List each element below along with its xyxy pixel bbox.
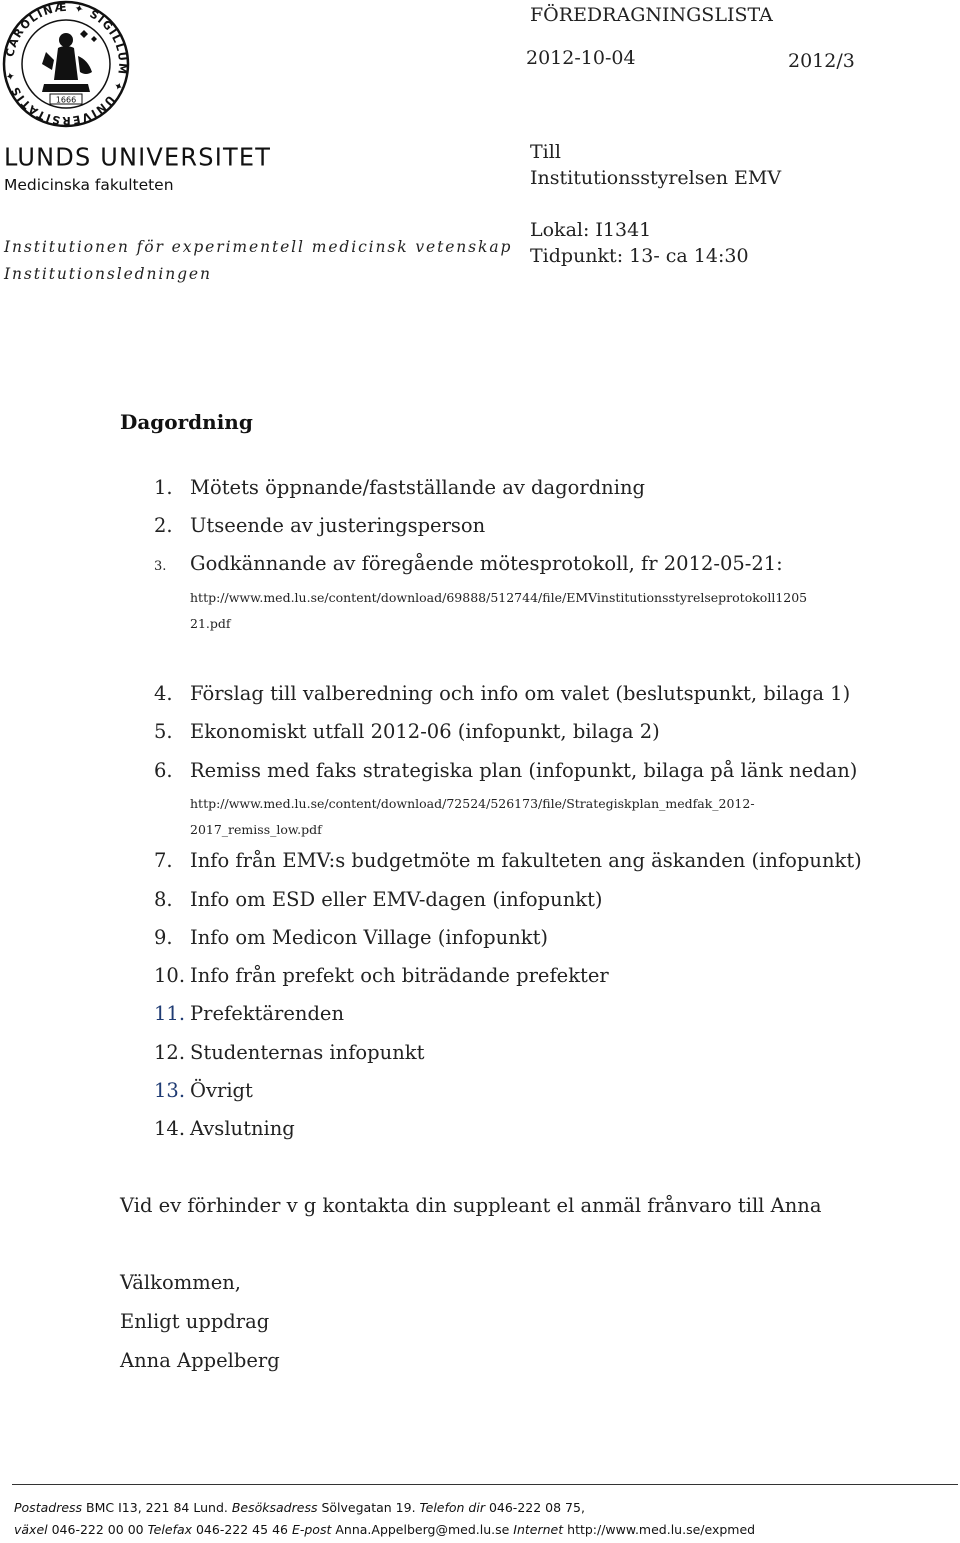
absence-notice: Vid ev förhinder v g kontakta din suppleant el anmäl frånvaro till Anna xyxy=(120,1194,822,1217)
document-number: 2012/3 xyxy=(788,50,855,72)
protocol-link[interactable]: http://www.med.lu.se/content/download/69888/512744/file/EMVinstitutionsstyrelseprotokoll1205 xyxy=(190,590,808,605)
footer-line-2: växel 046-222 00 00 Telefax 046-222 45 46 E-post Anna.Appelberg@med.lu.se Internet http://www.med.lu.se/expmed xyxy=(14,1522,756,1537)
university-name: LUNDS UNIVERSITET xyxy=(4,142,272,172)
institution-name: Institutionen för experimentell medicinsk vetenskap xyxy=(4,238,513,256)
agenda-item: 13. Övrigt xyxy=(154,1079,253,1102)
footer-email[interactable]: Anna.Appelberg@med.lu.se xyxy=(335,1522,510,1537)
document-date: 2012-10-04 xyxy=(526,47,636,69)
agenda-item: 2. Utseende av justeringsperson xyxy=(154,514,486,537)
agenda-item: 8. Info om ESD eller EMV-dagen (infopunkt) xyxy=(154,888,603,911)
institution-department: Institutionsledningen xyxy=(4,265,212,283)
agenda-item: 10. Info från prefekt och biträdande prefekter xyxy=(154,964,609,987)
recipient-name: Institutionsstyrelsen EMV xyxy=(530,167,782,189)
svg-text:CAROLINÆ ✦ SIGILLUM ✦ UNIVERSI: CAROLINÆ ✦ SIGILLUM ✦ UNIVERSITATIS ✦ xyxy=(3,0,130,128)
agenda-title: Dagordning xyxy=(120,410,253,434)
meeting-location: Lokal: I1341 xyxy=(530,219,652,241)
footer-divider xyxy=(12,1484,958,1485)
agenda-item: 1. Mötets öppnande/fastställande av dagordning xyxy=(154,476,646,499)
agenda-item: 4. Förslag till valberedning och info om valet (beslutspunkt, bilaga 1) xyxy=(154,682,851,705)
faculty-name: Medicinska fakulteten xyxy=(4,176,174,194)
strategic-plan-link-continued[interactable]: 2017_remiss_low.pdf xyxy=(190,822,322,837)
welcome-text: Välkommen, xyxy=(120,1271,241,1294)
signature-name: Anna Appelberg xyxy=(120,1349,280,1372)
document-type: FÖREDRAGNINGSLISTA xyxy=(530,4,773,26)
agenda-item: 3. Godkännande av föregående mötesprotokoll, fr 2012-05-21: xyxy=(154,552,783,575)
strategic-plan-link[interactable]: http://www.med.lu.se/content/download/72524/526173/file/Strategiskplan_medfak_2012- xyxy=(190,796,755,811)
agenda-item: 5. Ekonomiskt utfall 2012-06 (infopunkt, bilaga 2) xyxy=(154,720,660,743)
agenda-item: 14. Avslutning xyxy=(154,1117,295,1140)
agenda-item: 7. Info från EMV:s budgetmöte m fakulteten ang äskanden (infopunkt) xyxy=(154,849,862,872)
footer-website[interactable]: http://www.med.lu.se/expmed xyxy=(567,1522,756,1537)
protocol-link-continued[interactable]: 21.pdf xyxy=(190,616,231,631)
recipient-label: Till xyxy=(530,141,561,163)
commission-text: Enligt uppdrag xyxy=(120,1310,270,1333)
seal-year: 1666 xyxy=(55,95,77,105)
footer-line-1: Postadress BMC I13, 221 84 Lund. Besöksadress Sölvegatan 19. Telefon dir 046-222 08 75, xyxy=(14,1500,585,1515)
agenda-item: 6. Remiss med faks strategiska plan (infopunkt, bilaga på länk nedan) xyxy=(154,759,858,782)
agenda-item: 11. Prefektärenden xyxy=(154,1002,345,1025)
agenda-item: 9. Info om Medicon Village (infopunkt) xyxy=(154,926,549,949)
university-seal-logo xyxy=(2,0,130,128)
agenda-item: 12. Studenternas infopunkt xyxy=(154,1041,425,1064)
meeting-time: Tidpunkt: 13- ca 14:30 xyxy=(530,245,749,267)
